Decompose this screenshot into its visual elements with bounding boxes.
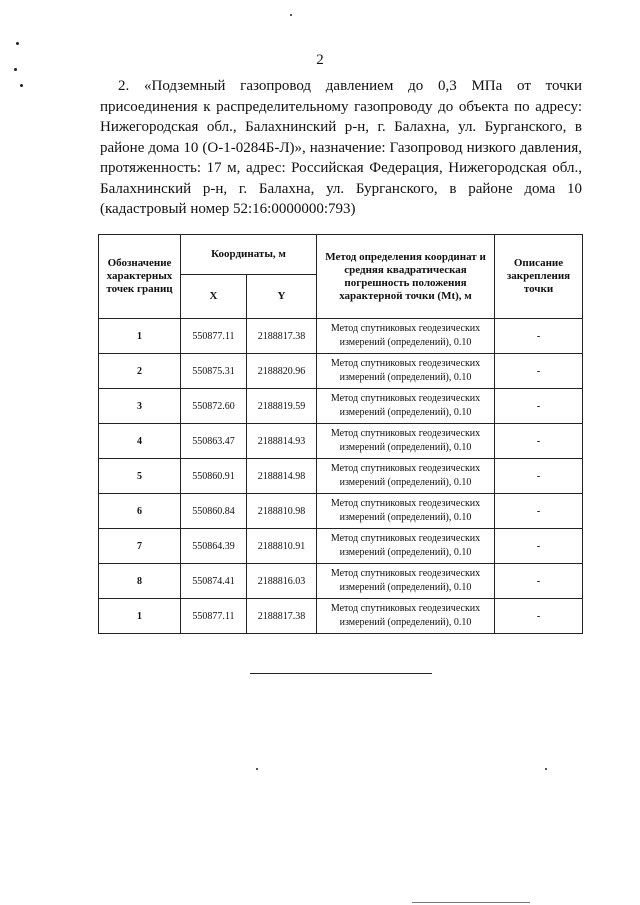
header-description: Описание закрепления точки [495, 235, 583, 319]
y-coordinate: 2188817.38 [247, 599, 317, 634]
description-cell: - [495, 424, 583, 459]
y-coordinate: 2188814.98 [247, 459, 317, 494]
table-row [99, 319, 583, 354]
method-cell: Метод спутниковых геодезических измерений (определений), 0.10 [317, 494, 495, 529]
description-cell: - [495, 319, 583, 354]
point-id: 8 [99, 564, 181, 599]
point-id: 7 [99, 529, 181, 564]
page-number: 2 [316, 52, 324, 68]
y-coordinate: 2188814.93 [247, 424, 317, 459]
bottom-rule [412, 902, 530, 903]
description-cell: - [495, 459, 583, 494]
header-method: Метод определения координат и средняя квадратическая погрешность положения характерной точки (Mt), м [317, 235, 495, 319]
x-coordinate: 550863.47 [181, 424, 247, 459]
point-id: 3 [99, 389, 181, 424]
method-cell: Метод спутниковых геодезических измерений (определений), 0.10 [317, 529, 495, 564]
x-coordinate: 550874.41 [181, 564, 247, 599]
scan-speck [290, 14, 292, 16]
x-coordinate: 550860.84 [181, 494, 247, 529]
method-cell: Метод спутниковых геодезических измерений (определений), 0.10 [317, 319, 495, 354]
y-coordinate: 2188820.96 [247, 354, 317, 389]
header-coordinates: Координаты, м [181, 235, 317, 275]
boundary-points-table [98, 234, 583, 634]
scan-speck [545, 768, 547, 770]
method-cell: Метод спутниковых геодезических измерений (определений), 0.10 [317, 389, 495, 424]
method-cell: Метод спутниковых геодезических измерений (определений), 0.10 [317, 564, 495, 599]
table-row [99, 389, 583, 424]
header-y: Y [247, 275, 317, 319]
x-coordinate: 550864.39 [181, 529, 247, 564]
x-coordinate: 550877.11 [181, 319, 247, 354]
y-coordinate: 2188819.59 [247, 389, 317, 424]
y-coordinate: 2188817.38 [247, 319, 317, 354]
table-row [99, 564, 583, 599]
object-description-text: 2. «Подземный газопровод давлением до 0,3 МПа от точки присоединения к распределительному газопроводу до объекта по адресу: Нижегородская обл., Балахнинский р-н, г. Балахна, ул. Бурганского, в районе дома 10 (О-1-0284Б-Л)», назначение: Газопровод низкого давления, протяженность: 17 м, адрес: Российская Федерация, Нижегородская обл., Балахнинский р-н, г. Балахна, ул. Бурганского, в районе дома 10 (кадастровый номер 52:16:0000000:793) [100, 78, 582, 217]
x-coordinate: 550872.60 [181, 389, 247, 424]
scan-speck [16, 42, 19, 45]
description-cell: - [495, 599, 583, 634]
table-row [99, 494, 583, 529]
method-cell: Метод спутниковых геодезических измерений (определений), 0.10 [317, 459, 495, 494]
point-id: 1 [99, 599, 181, 634]
point-id: 1 [99, 319, 181, 354]
scan-speck [256, 768, 258, 770]
table-row [99, 354, 583, 389]
method-cell: Метод спутниковых геодезических измерений (определений), 0.10 [317, 424, 495, 459]
table-row [99, 424, 583, 459]
y-coordinate: 2188816.03 [247, 564, 317, 599]
description-cell: - [495, 354, 583, 389]
method-cell: Метод спутниковых геодезических измерений (определений), 0.10 [317, 599, 495, 634]
closing-rule [250, 673, 432, 674]
y-coordinate: 2188810.98 [247, 494, 317, 529]
description-cell: - [495, 389, 583, 424]
scan-speck [20, 84, 23, 87]
point-id: 2 [99, 354, 181, 389]
point-id: 5 [99, 459, 181, 494]
table-row [99, 529, 583, 564]
method-cell: Метод спутниковых геодезических измерений (определений), 0.10 [317, 354, 495, 389]
object-description-paragraph [100, 76, 582, 220]
description-cell: - [495, 529, 583, 564]
table-row [99, 459, 583, 494]
x-coordinate: 550875.31 [181, 354, 247, 389]
y-coordinate: 2188810.91 [247, 529, 317, 564]
point-id: 6 [99, 494, 181, 529]
description-cell: - [495, 564, 583, 599]
x-coordinate: 550860.91 [181, 459, 247, 494]
point-id: 4 [99, 424, 181, 459]
header-x: X [181, 275, 247, 319]
header-point: Обозначение характерных точек границ [99, 235, 181, 319]
x-coordinate: 550877.11 [181, 599, 247, 634]
description-cell: - [495, 494, 583, 529]
table-row [99, 599, 583, 634]
